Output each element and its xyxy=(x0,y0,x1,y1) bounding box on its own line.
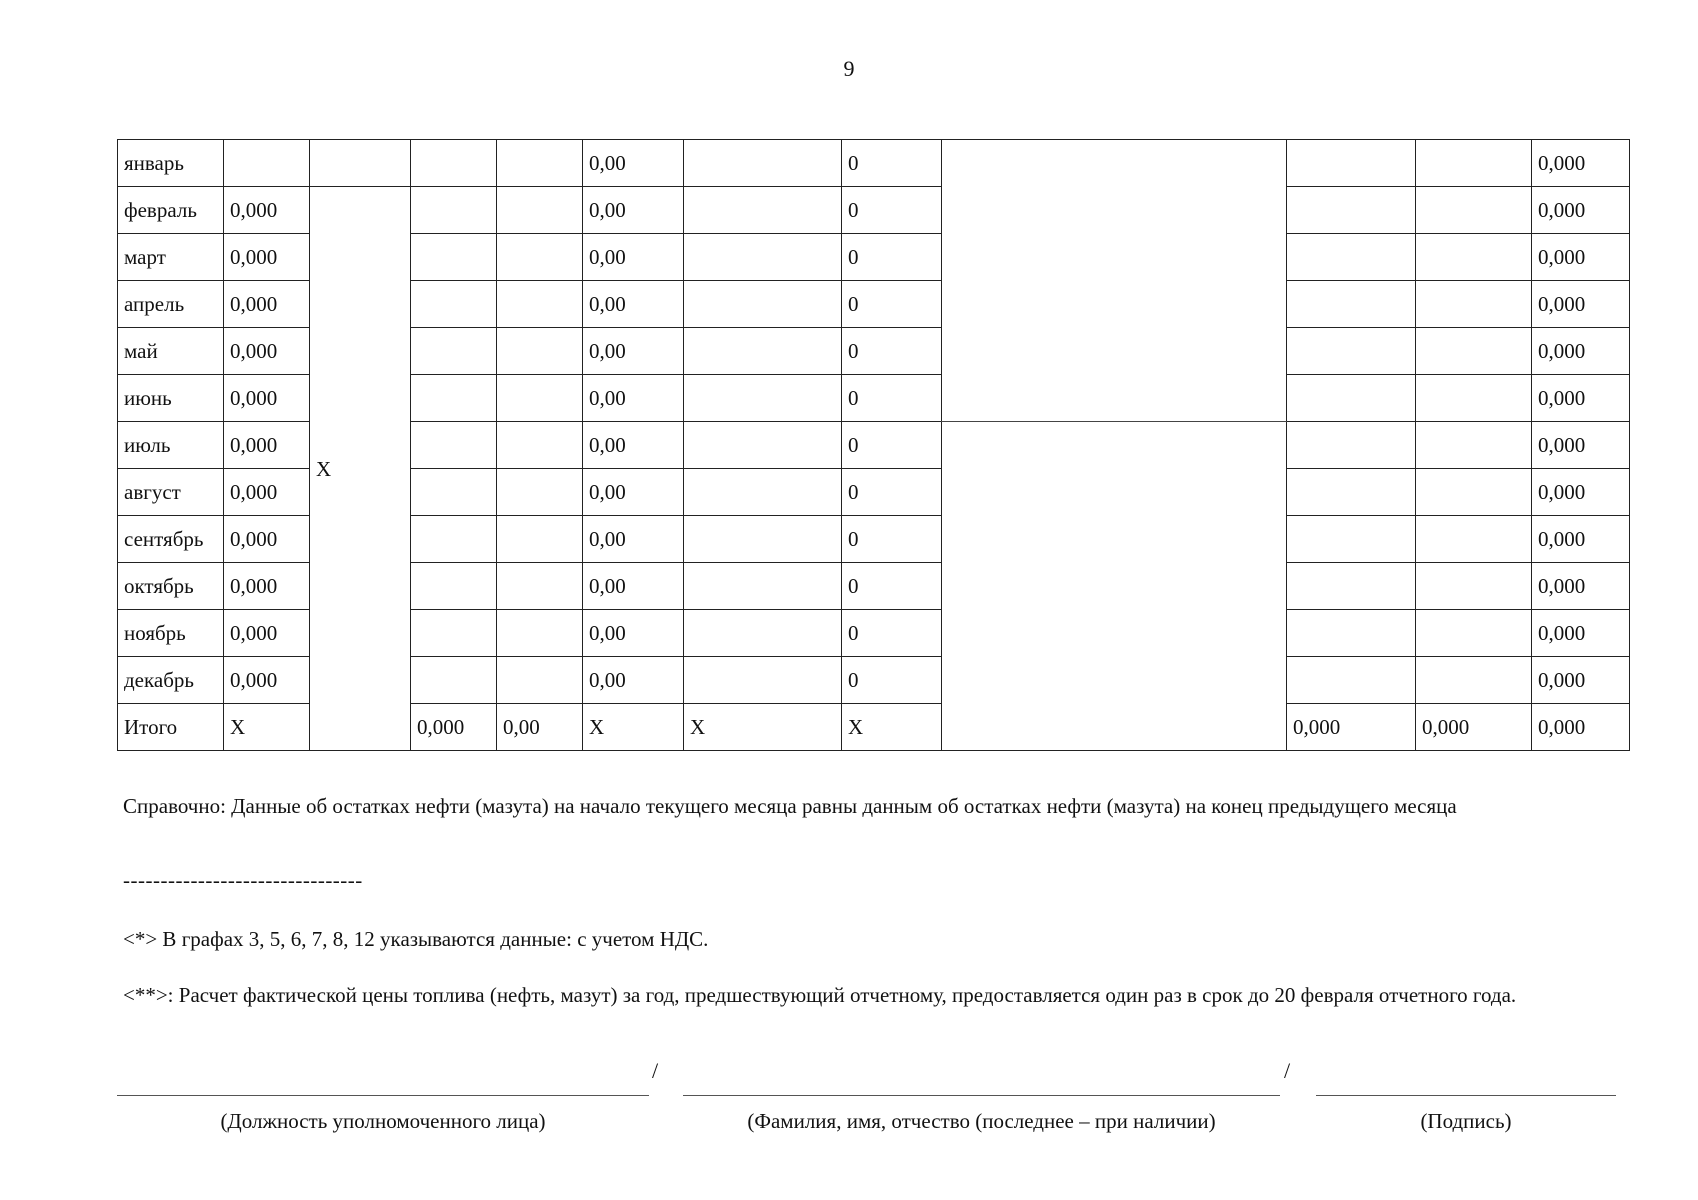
month-cell: август xyxy=(118,469,224,516)
data-cell xyxy=(1287,422,1416,469)
name-signature-line xyxy=(683,1095,1280,1096)
data-cell xyxy=(497,234,583,281)
data-cell xyxy=(224,140,310,187)
data-cell xyxy=(1287,187,1416,234)
data-cell: 0 xyxy=(842,422,942,469)
month-cell: июнь xyxy=(118,375,224,422)
data-cell xyxy=(411,657,497,704)
merged-cell-bottom xyxy=(942,422,1287,751)
merged-cell-top xyxy=(942,140,1287,422)
data-cell: 0 xyxy=(842,516,942,563)
data-cell: 0,00 xyxy=(583,563,684,610)
data-cell: 0,000 xyxy=(1532,234,1630,281)
footnote-annual-price: <**>: Расчет фактической цены топлива (нефть, мазут) за год, предшествующий отчетному, предоставляется один раз в срок до 20 февраля отчетного года. xyxy=(123,983,1517,1007)
month-cell: октябрь xyxy=(118,563,224,610)
data-cell xyxy=(497,375,583,422)
month-cell: май xyxy=(118,328,224,375)
data-cell: 0,00 xyxy=(583,234,684,281)
signature-separator: / xyxy=(652,1058,659,1083)
data-cell: 0,000 xyxy=(224,610,310,657)
data-cell xyxy=(497,516,583,563)
total-cell: 0,00 xyxy=(497,704,583,751)
data-cell: 0,000 xyxy=(224,281,310,328)
data-cell xyxy=(497,187,583,234)
data-cell: 0 xyxy=(842,187,942,234)
footnote-vat: <*> В графах 3, 5, 6, 7, 8, 12 указываются данные: с учетом НДС. xyxy=(123,927,709,951)
data-cell xyxy=(411,328,497,375)
data-cell: 0,00 xyxy=(583,328,684,375)
data-cell: 0,000 xyxy=(224,563,310,610)
data-cell: 0,00 xyxy=(583,657,684,704)
data-cell: 0,000 xyxy=(224,234,310,281)
data-cell: 0,000 xyxy=(224,516,310,563)
data-cell xyxy=(411,187,497,234)
data-cell xyxy=(310,140,411,187)
data-cell xyxy=(497,469,583,516)
data-cell: 0 xyxy=(842,375,942,422)
data-cell xyxy=(1287,140,1416,187)
total-cell: X xyxy=(583,704,684,751)
data-cell: 0,000 xyxy=(1532,422,1630,469)
data-cell xyxy=(1416,375,1532,422)
data-cell xyxy=(1416,563,1532,610)
total-cell: 0,000 xyxy=(411,704,497,751)
data-cell xyxy=(411,469,497,516)
data-cell xyxy=(411,563,497,610)
data-cell xyxy=(1287,375,1416,422)
footnote-separator: -------------------------------- xyxy=(123,868,363,892)
data-cell: 0 xyxy=(842,281,942,328)
table-body xyxy=(118,140,1630,751)
name-caption: (Фамилия, имя, отчество (последнее – при наличии) xyxy=(747,1109,1216,1133)
reference-note: Справочно: Данные об остатках нефти (мазута) на начало текущего месяца равны данным об остатках нефти (мазута) на конец предыдущего месяца xyxy=(123,794,1457,818)
position-caption: (Должность уполномоченного лица) xyxy=(220,1109,546,1133)
data-cell: 0,000 xyxy=(1532,140,1630,187)
data-cell: 0 xyxy=(842,563,942,610)
total-cell: X xyxy=(224,704,310,751)
total-cell: X xyxy=(842,704,942,751)
data-cell: 0,000 xyxy=(1532,328,1630,375)
month-cell: сентябрь xyxy=(118,516,224,563)
month-cell: февраль xyxy=(118,187,224,234)
data-cell xyxy=(411,375,497,422)
data-cell xyxy=(1287,281,1416,328)
data-cell xyxy=(1416,187,1532,234)
data-cell: 0,000 xyxy=(1532,469,1630,516)
data-cell xyxy=(497,610,583,657)
data-cell xyxy=(684,140,842,187)
data-cell: 0,000 xyxy=(1532,610,1630,657)
month-cell: январь xyxy=(118,140,224,187)
total-cell: 0,000 xyxy=(1416,704,1532,751)
data-cell: 0,000 xyxy=(224,187,310,234)
data-cell xyxy=(411,281,497,328)
total-cell: 0,000 xyxy=(1287,704,1416,751)
data-cell: 0,000 xyxy=(224,422,310,469)
data-cell xyxy=(1416,328,1532,375)
data-cell xyxy=(1287,469,1416,516)
total-label: Итого xyxy=(118,704,224,751)
month-cell: декабрь xyxy=(118,657,224,704)
data-cell xyxy=(684,610,842,657)
data-cell: 0 xyxy=(842,328,942,375)
data-cell xyxy=(497,281,583,328)
table-row xyxy=(118,187,1630,234)
data-cell xyxy=(411,140,497,187)
data-cell: 0,000 xyxy=(224,375,310,422)
total-cell: X xyxy=(684,704,842,751)
data-cell xyxy=(1287,516,1416,563)
data-cell: 0,000 xyxy=(1532,281,1630,328)
month-cell: ноябрь xyxy=(118,610,224,657)
data-cell xyxy=(497,328,583,375)
data-cell xyxy=(1287,328,1416,375)
table-row xyxy=(118,140,1630,187)
data-cell xyxy=(411,234,497,281)
month-cell: июль xyxy=(118,422,224,469)
data-cell: 0 xyxy=(842,657,942,704)
total-cell: 0,000 xyxy=(1532,704,1630,751)
data-cell xyxy=(1416,422,1532,469)
month-cell: март xyxy=(118,234,224,281)
data-cell: 0,000 xyxy=(224,469,310,516)
data-cell xyxy=(1287,234,1416,281)
data-cell xyxy=(497,657,583,704)
data-cell xyxy=(684,281,842,328)
data-cell: 0,000 xyxy=(1532,187,1630,234)
data-cell: 0,000 xyxy=(1532,516,1630,563)
signature-line xyxy=(1316,1095,1616,1096)
data-cell: 0 xyxy=(842,140,942,187)
signature-caption: (Подпись) xyxy=(1420,1109,1512,1133)
data-cell xyxy=(497,563,583,610)
data-cell xyxy=(684,187,842,234)
data-cell xyxy=(1416,469,1532,516)
data-cell: 0,00 xyxy=(583,281,684,328)
data-cell: 0,00 xyxy=(583,140,684,187)
data-cell xyxy=(1287,610,1416,657)
monthly-data-table xyxy=(117,139,1630,751)
data-cell: 0 xyxy=(842,234,942,281)
data-cell: 0,00 xyxy=(583,422,684,469)
data-cell xyxy=(1287,563,1416,610)
data-cell xyxy=(684,375,842,422)
data-cell: 0,00 xyxy=(583,610,684,657)
month-cell: апрель xyxy=(118,281,224,328)
data-cell xyxy=(684,563,842,610)
data-cell xyxy=(1416,657,1532,704)
data-cell xyxy=(1416,234,1532,281)
position-signature-line xyxy=(117,1095,649,1096)
data-cell xyxy=(1416,610,1532,657)
data-cell: 0,00 xyxy=(583,469,684,516)
data-cell: 0,000 xyxy=(1532,657,1630,704)
data-cell xyxy=(497,140,583,187)
data-cell xyxy=(1416,281,1532,328)
merged-x-cell: X xyxy=(310,187,411,751)
data-cell xyxy=(684,657,842,704)
data-cell xyxy=(411,422,497,469)
data-cell xyxy=(1416,516,1532,563)
page-number: 9 xyxy=(843,56,855,81)
data-cell xyxy=(684,516,842,563)
data-cell: 0,00 xyxy=(583,375,684,422)
data-cell xyxy=(684,422,842,469)
data-cell xyxy=(684,234,842,281)
data-cell: 0 xyxy=(842,469,942,516)
data-cell: 0,000 xyxy=(1532,563,1630,610)
data-cell xyxy=(497,422,583,469)
data-cell xyxy=(684,328,842,375)
data-cell xyxy=(1287,657,1416,704)
data-cell: 0 xyxy=(842,610,942,657)
data-cell xyxy=(684,469,842,516)
data-cell: 0,000 xyxy=(224,657,310,704)
data-cell xyxy=(411,610,497,657)
data-cell xyxy=(1416,140,1532,187)
data-cell: 0,00 xyxy=(583,516,684,563)
data-cell: 0,000 xyxy=(224,328,310,375)
signature-separator: / xyxy=(1284,1058,1291,1083)
data-cell: 0,000 xyxy=(1532,375,1630,422)
data-cell: 0,00 xyxy=(583,187,684,234)
data-cell xyxy=(411,516,497,563)
